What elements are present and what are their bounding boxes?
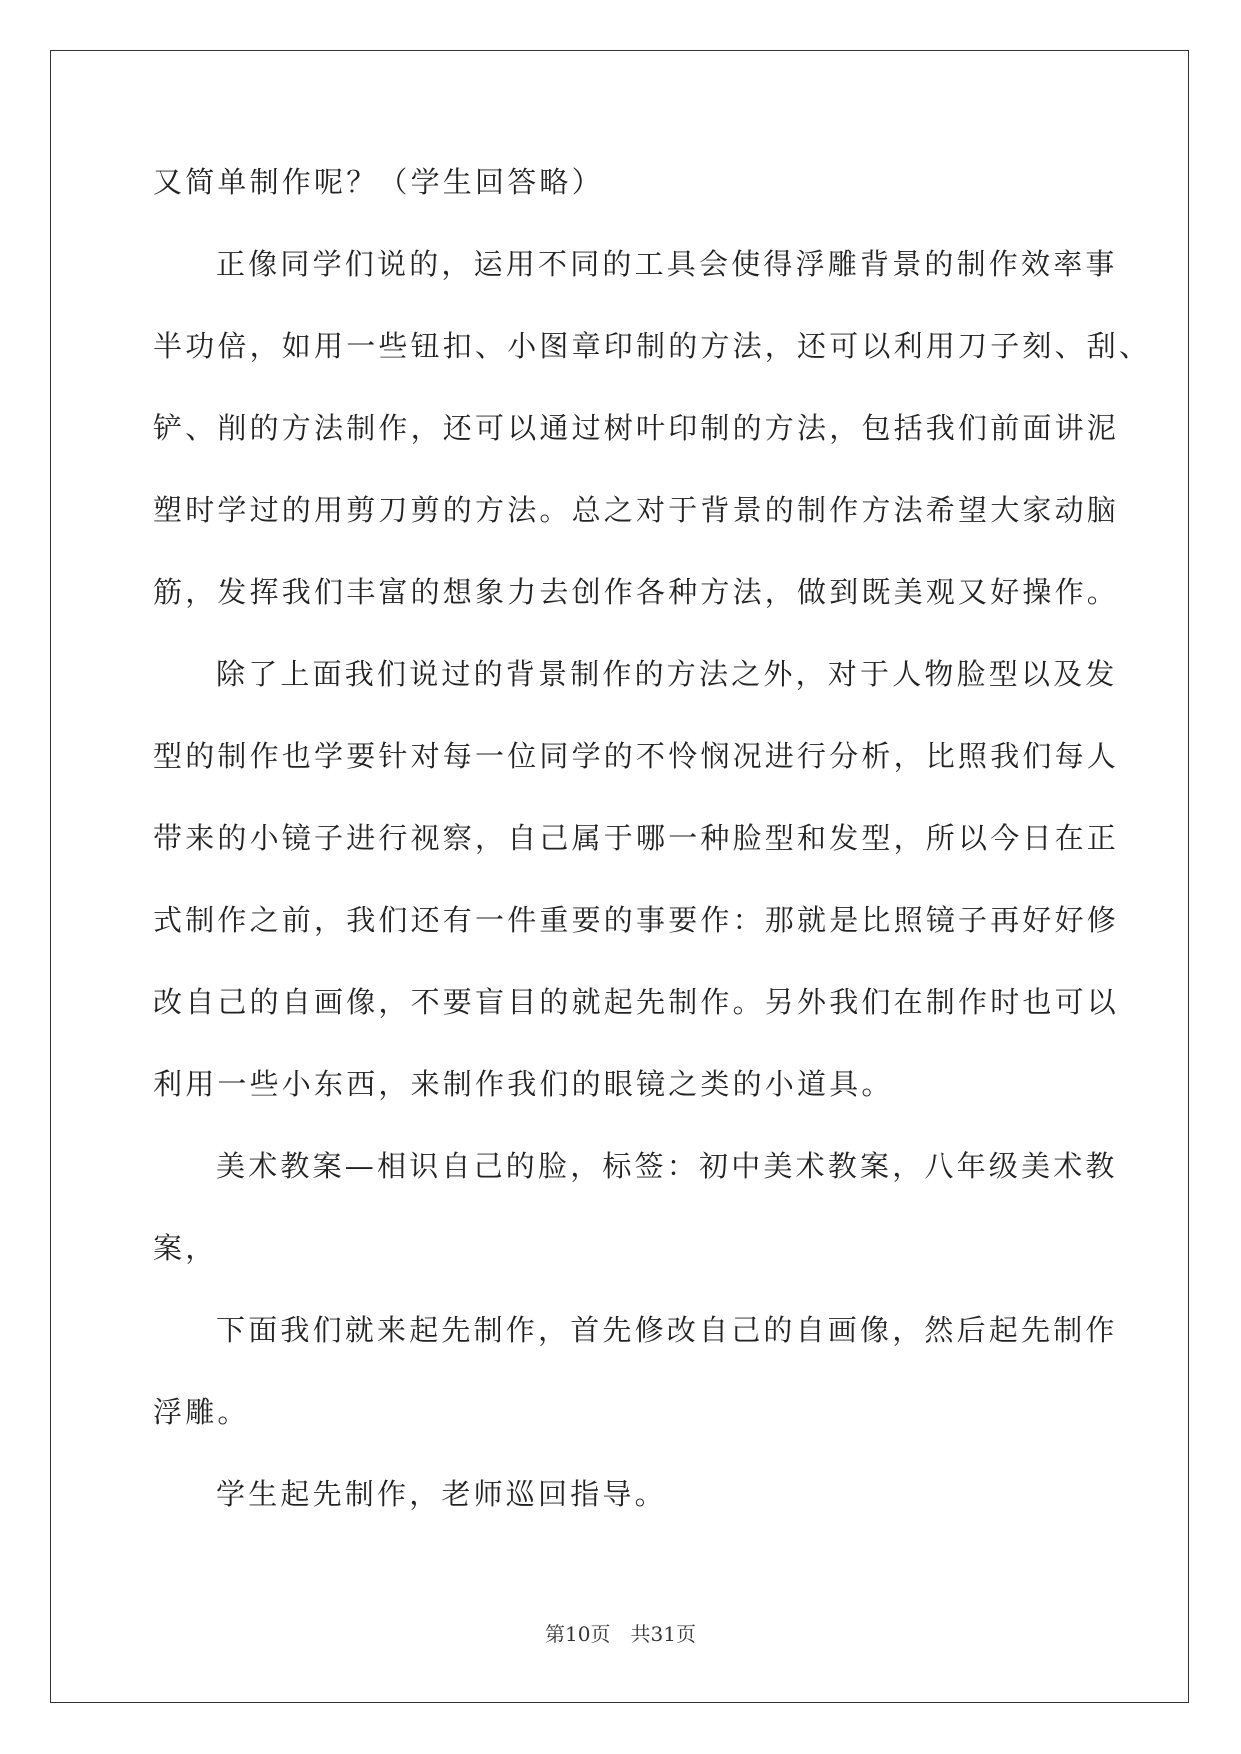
- text-line: 案，: [153, 1231, 218, 1265]
- text-line: 筋，发挥我们丰富的想象力去创作各种方法，做到既美观又好操作。: [153, 575, 1120, 609]
- page-footer: [0, 1623, 1241, 1645]
- text-line: 又简单制作呢？（学生回答略）: [153, 165, 604, 199]
- total-page-count: 共31页: [630, 1622, 696, 1646]
- text-line: 型的制作也学要针对每一位同学的不怜悯况进行分析，比照我们每人: [153, 739, 1120, 773]
- text-line: 除了上面我们说过的背景制作的方法之外，对于人物脸型以及发: [216, 657, 1118, 691]
- current-page-number: 第10页: [545, 1622, 611, 1646]
- document-body: [153, 165, 1152, 1562]
- text-line: 学生起先制作，老师巡回指导。: [216, 1477, 667, 1511]
- text-line: 利用一些小东西，来制作我们的眼镜之类的小道具。: [153, 1067, 894, 1101]
- text-line: 正像同学们说的，运用不同的工具会使得浮雕背景的制作效率事: [216, 247, 1118, 281]
- text-line: 带来的小镜子进行视察，自己属于哪一种脸型和发型，所以今日在正: [153, 821, 1120, 855]
- text-line: 塑时学过的用剪刀剪的方法。总之对于背景的制作方法希望大家动脑: [153, 493, 1120, 527]
- text-line: 浮雕。: [153, 1395, 250, 1429]
- text-line: 改自己的自画像，不要盲目的就起先制作。另外我们在制作时也可以: [153, 985, 1120, 1019]
- text-line: 铲、削的方法制作，还可以通过树叶印制的方法，包括我们前面讲泥: [153, 411, 1120, 445]
- text-line: 式制作之前，我们还有一件重要的事要作：那就是比照镜子再好好修: [153, 903, 1120, 937]
- text-line: 美术教案—相识自己的脸，标签：初中美术教案，八年级美术教: [216, 1149, 1118, 1183]
- text-line: 半功倍，如用一些钮扣、小图章印制的方法，还可以利用刀子刻、刮、: [153, 329, 1152, 363]
- text-line: 下面我们就来起先制作，首先修改自己的自画像，然后起先制作: [216, 1313, 1118, 1347]
